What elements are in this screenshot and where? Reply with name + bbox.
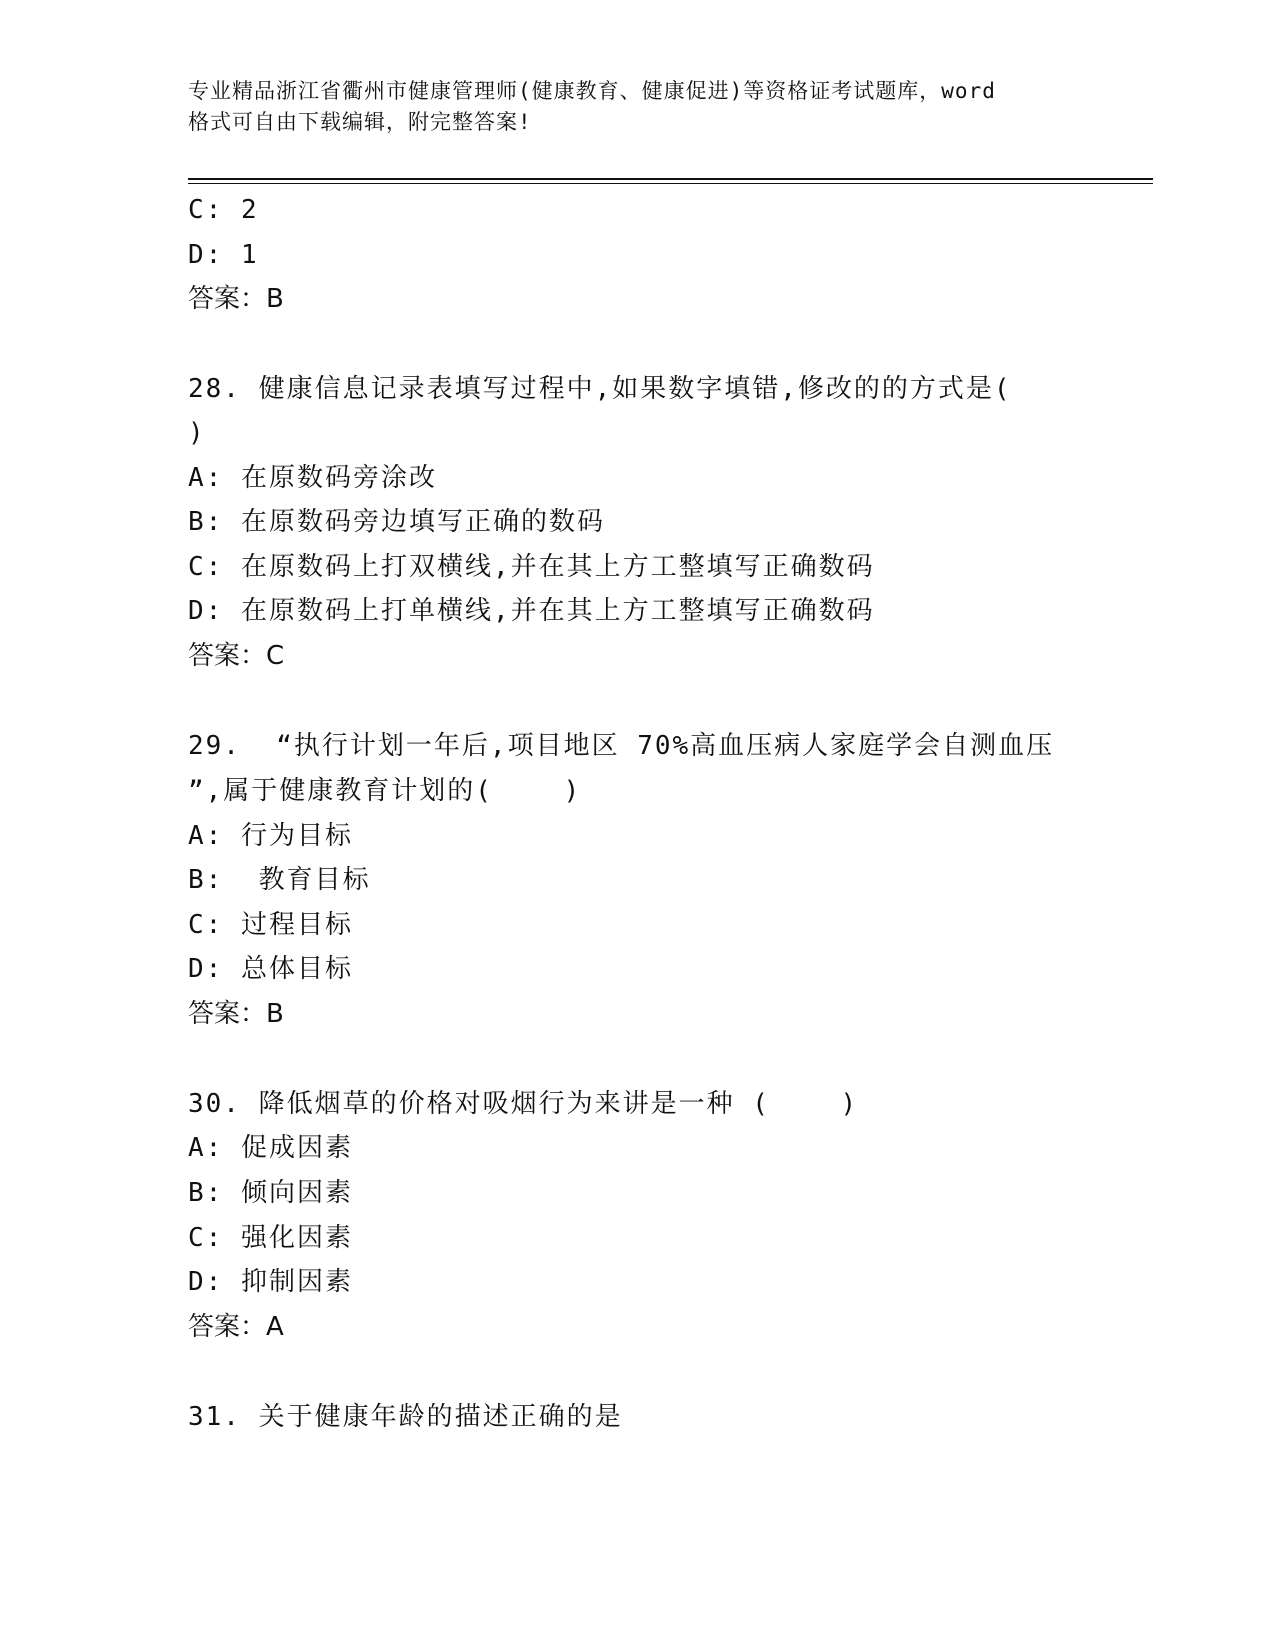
q28-option-d: D: 在原数码上打单横线,并在其上方工整填写正确数码 (188, 596, 875, 626)
q29-option-a: A: 行为目标 (188, 821, 353, 851)
q29-option-b: B: 教育目标 (188, 865, 371, 895)
q30-option-c: C: 强化因素 (188, 1223, 353, 1253)
q30-option-d: D: 抑制因素 (188, 1267, 353, 1297)
q28-option-a: A: 在原数码旁涂改 (188, 463, 437, 493)
header-divider-thin (188, 183, 1153, 184)
q30-option-b: B: 倾向因素 (188, 1178, 353, 1208)
q29-stem-line-1: 29. “执行计划一年后,项目地区 70%高血压病人家庭学会自测血压 (188, 731, 1055, 761)
q28-option-b: B: 在原数码旁边填写正确的数码 (188, 507, 605, 537)
prev-option-c: C: 2 (188, 195, 259, 225)
document-header (188, 76, 1098, 138)
q28-option-c: C: 在原数码上打双横线,并在其上方工整填写正确数码 (188, 552, 875, 582)
q28-answer: 答案：C (188, 641, 285, 671)
q31-stem-line-1: 31. 关于健康年龄的描述正确的是 (188, 1402, 623, 1432)
header-line-2: 格式可自由下载编辑，附完整答案! (188, 110, 532, 134)
prev-option-d: D: 1 (188, 240, 259, 270)
q28-stem-line-2: ) (188, 418, 206, 448)
header-divider-thick (188, 178, 1153, 180)
q29-option-d: D: 总体目标 (188, 954, 353, 984)
q29-option-c: C: 过程目标 (188, 910, 353, 940)
q29-answer: 答案：B (188, 999, 284, 1029)
q28-stem-line-1: 28. 健康信息记录表填写过程中,如果数字填错,修改的的方式是( (188, 374, 1012, 404)
q30-answer: 答案：A (188, 1312, 284, 1342)
q30-stem-line-1: 30. 降低烟草的价格对吸烟行为来讲是一种 ( ) (188, 1089, 859, 1119)
header-line-1: 专业精品浙江省衢州市健康管理师(健康教育、健康促进)等资格证考试题库，word (188, 79, 996, 103)
q29-stem-line-2: ”,属于健康教育计划的( ) (188, 776, 582, 806)
prev-answer: 答案：B (188, 284, 284, 314)
q30-option-a: A: 促成因素 (188, 1133, 353, 1163)
